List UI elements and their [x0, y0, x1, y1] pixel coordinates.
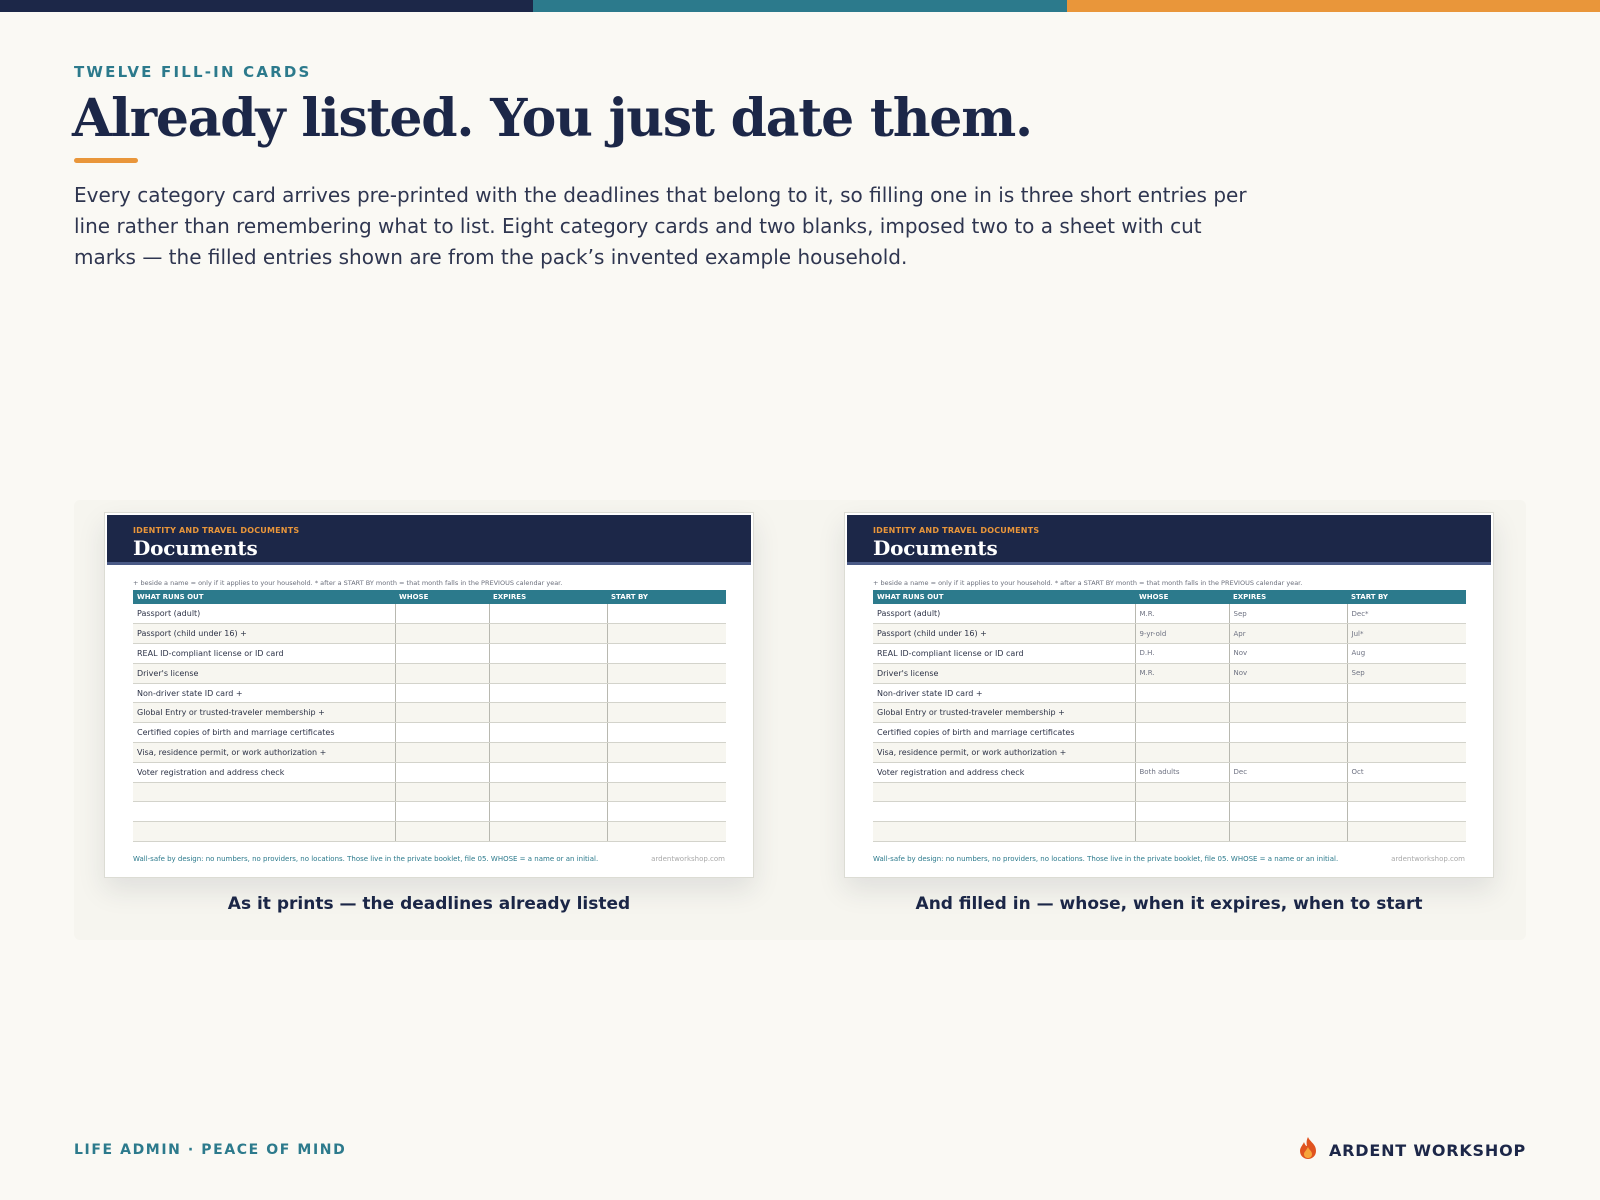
expires-cell — [489, 683, 607, 703]
card-category: IDENTITY AND TRAVEL DOCUMENTS — [873, 526, 1040, 535]
whose-cell — [1135, 802, 1229, 822]
start-by-cell — [607, 604, 726, 624]
card-title: Documents — [133, 536, 258, 560]
item-cell: Global Entry or trusted-traveler membership + — [133, 703, 395, 723]
start-by-cell — [1347, 723, 1466, 743]
fill-in-card — [104, 512, 754, 878]
expires-cell: Nov — [1229, 663, 1347, 683]
start-by-cell: Jul* — [1347, 624, 1466, 644]
item-cell: Passport (child under 16) + — [873, 624, 1135, 644]
whose-cell: 9-yr-old — [1135, 624, 1229, 644]
item-cell — [133, 782, 395, 802]
table-row — [133, 743, 726, 763]
start-by-cell — [1347, 703, 1466, 723]
item-cell: Non-driver state ID card + — [133, 683, 395, 703]
item-cell: REAL ID-compliant license or ID card — [133, 644, 395, 664]
brand-mark — [1297, 1136, 1526, 1164]
card-footer — [873, 855, 1465, 863]
table-row — [873, 743, 1466, 763]
table-row — [873, 604, 1466, 624]
start-by-cell: Sep — [1347, 663, 1466, 683]
table-row — [133, 782, 726, 802]
table-row — [133, 762, 726, 782]
expires-cell: Sep — [1229, 604, 1347, 624]
start-by-cell — [607, 663, 726, 683]
deadline-table — [133, 590, 726, 842]
table-row — [133, 624, 726, 644]
whose-cell — [1135, 743, 1229, 763]
start-by-cell — [607, 624, 726, 644]
item-cell: Certified copies of birth and marriage certificates — [873, 723, 1135, 743]
item-cell: Passport (adult) — [133, 604, 395, 624]
card-legend-note: + beside a name = only if it applies to your household. * after a START BY month = that month falls in the PREVIOUS calendar year. — [873, 579, 1303, 587]
expires-cell: Nov — [1229, 644, 1347, 664]
whose-cell — [395, 644, 489, 664]
expires-cell — [489, 743, 607, 763]
top-bar-teal-segment — [533, 0, 1066, 12]
column-header: WHOSE — [395, 590, 489, 604]
table-row — [133, 703, 726, 723]
expires-cell — [489, 604, 607, 624]
table-row — [873, 723, 1466, 743]
whose-cell — [395, 802, 489, 822]
column-header: EXPIRES — [489, 590, 607, 604]
expires-cell — [1229, 743, 1347, 763]
expires-cell — [489, 782, 607, 802]
item-cell: Non-driver state ID card + — [873, 683, 1135, 703]
column-header: EXPIRES — [1229, 590, 1347, 604]
top-color-bar — [0, 0, 1600, 12]
item-cell — [873, 822, 1135, 842]
start-by-cell — [607, 802, 726, 822]
whose-cell — [395, 743, 489, 763]
item-cell: Certified copies of birth and marriage certificates — [133, 723, 395, 743]
table-row — [133, 663, 726, 683]
whose-cell — [395, 683, 489, 703]
intro-paragraph: Every category card arrives pre-printed with the deadlines that belong to it, so filling one in is three short entries per line rather than remembering what to list. Eight category cards and two blanks, imposed two to a sheet with cut marks — the filled entries shown are from the pack’s invented example household. — [74, 183, 1247, 269]
table-row — [133, 683, 726, 703]
item-cell: Global Entry or trusted-traveler membership + — [873, 703, 1135, 723]
card-footer-site: ardentworkshop.com — [1391, 855, 1465, 863]
expires-cell: Dec — [1229, 762, 1347, 782]
start-by-cell: Dec* — [1347, 604, 1466, 624]
start-by-cell — [607, 723, 726, 743]
start-by-cell — [607, 703, 726, 723]
table-row — [873, 683, 1466, 703]
expires-cell — [1229, 802, 1347, 822]
item-cell: Driver's license — [133, 663, 395, 683]
table-row — [133, 822, 726, 842]
start-by-cell — [1347, 822, 1466, 842]
start-by-cell: Oct — [1347, 762, 1466, 782]
card-preview-filled — [844, 512, 1494, 914]
item-cell: Passport (adult) — [873, 604, 1135, 624]
whose-cell: Both adults — [1135, 762, 1229, 782]
table-row — [873, 644, 1466, 664]
whose-cell: D.H. — [1135, 644, 1229, 664]
whose-cell — [395, 782, 489, 802]
start-by-cell — [1347, 802, 1466, 822]
item-cell: Voter registration and address check — [873, 762, 1135, 782]
table-row — [133, 802, 726, 822]
table-row — [133, 604, 726, 624]
table-header-row — [873, 590, 1466, 604]
start-by-cell — [607, 782, 726, 802]
whose-cell: M.R. — [1135, 663, 1229, 683]
expires-cell — [1229, 822, 1347, 842]
item-cell — [133, 822, 395, 842]
item-cell: REAL ID-compliant license or ID card — [873, 644, 1135, 664]
start-by-cell — [1347, 743, 1466, 763]
column-header: WHOSE — [1135, 590, 1229, 604]
expires-cell — [489, 723, 607, 743]
table-row — [133, 644, 726, 664]
whose-cell — [1135, 723, 1229, 743]
start-by-cell — [1347, 683, 1466, 703]
top-bar-navy-segment — [0, 0, 533, 12]
table-row — [873, 802, 1466, 822]
table-row — [133, 723, 726, 743]
start-by-cell — [607, 683, 726, 703]
item-cell: Visa, residence permit, or work authorization + — [873, 743, 1135, 763]
card-title: Documents — [873, 536, 998, 560]
start-by-cell — [607, 644, 726, 664]
table-row — [873, 822, 1466, 842]
expires-cell — [489, 703, 607, 723]
flame-icon — [1297, 1136, 1319, 1164]
table-row — [873, 663, 1466, 683]
table-row — [873, 762, 1466, 782]
expires-cell — [489, 802, 607, 822]
table-row — [873, 624, 1466, 644]
expires-cell — [1229, 782, 1347, 802]
deadline-table — [873, 590, 1466, 842]
expires-cell — [1229, 683, 1347, 703]
expires-cell: Apr — [1229, 624, 1347, 644]
item-cell: Passport (child under 16) + — [133, 624, 395, 644]
whose-cell — [1135, 703, 1229, 723]
item-cell — [133, 802, 395, 822]
item-cell — [873, 782, 1135, 802]
card-footer — [133, 855, 725, 863]
whose-cell — [395, 703, 489, 723]
whose-cell — [395, 663, 489, 683]
expires-cell — [489, 663, 607, 683]
whose-cell — [1135, 782, 1229, 802]
whose-cell — [395, 604, 489, 624]
expires-cell — [1229, 723, 1347, 743]
whose-cell — [395, 822, 489, 842]
top-bar-orange-segment — [1067, 0, 1600, 12]
column-header: START BY — [1347, 590, 1466, 604]
whose-cell — [395, 723, 489, 743]
start-by-cell — [607, 743, 726, 763]
expires-cell — [489, 762, 607, 782]
card-footer-note: Wall-safe by design: no numbers, no providers, no locations. Those live in the private booklet, file 05. WHOSE = a name or an initial. — [133, 855, 599, 863]
start-by-cell — [607, 762, 726, 782]
item-cell: Visa, residence permit, or work authorization + — [133, 743, 395, 763]
card-footer-note: Wall-safe by design: no numbers, no providers, no locations. Those live in the private booklet, file 05. WHOSE = a name or an initial. — [873, 855, 1339, 863]
card-caption: And filled in — whose, when it expires, when to start — [915, 894, 1423, 914]
item-cell: Voter registration and address check — [133, 762, 395, 782]
card-category: IDENTITY AND TRAVEL DOCUMENTS — [133, 526, 300, 535]
brand-name: ARDENT WORKSHOP — [1329, 1140, 1526, 1160]
page-title: Already listed. You just date them. — [72, 88, 1032, 149]
table-row — [873, 782, 1466, 802]
card-caption: As it prints — the deadlines already listed — [227, 894, 631, 914]
start-by-cell: Aug — [1347, 644, 1466, 664]
card-footer-site: ardentworkshop.com — [651, 855, 725, 863]
card-legend-note: + beside a name = only if it applies to your household. * after a START BY month = that month falls in the PREVIOUS calendar year. — [133, 579, 563, 587]
table-row — [873, 703, 1466, 723]
table-header-row — [133, 590, 726, 604]
item-cell: Driver's license — [873, 663, 1135, 683]
expires-cell — [489, 822, 607, 842]
eyebrow-label: TWELVE FILL-IN CARDS — [74, 63, 312, 81]
footer-tagline: LIFE ADMIN · PEACE OF MIND — [74, 1142, 347, 1158]
item-cell — [873, 802, 1135, 822]
fill-in-card — [844, 512, 1494, 878]
column-header: WHAT RUNS OUT — [873, 590, 1135, 604]
column-header: WHAT RUNS OUT — [133, 590, 395, 604]
card-header — [107, 515, 751, 565]
start-by-cell — [607, 822, 726, 842]
card-preview-blank — [104, 512, 754, 914]
whose-cell: M.R. — [1135, 604, 1229, 624]
whose-cell — [395, 624, 489, 644]
whose-cell — [395, 762, 489, 782]
expires-cell — [489, 624, 607, 644]
column-header: START BY — [607, 590, 726, 604]
expires-cell — [1229, 703, 1347, 723]
title-underline — [74, 158, 138, 163]
start-by-cell — [1347, 782, 1466, 802]
whose-cell — [1135, 822, 1229, 842]
whose-cell — [1135, 683, 1229, 703]
expires-cell — [489, 644, 607, 664]
card-header — [847, 515, 1491, 565]
